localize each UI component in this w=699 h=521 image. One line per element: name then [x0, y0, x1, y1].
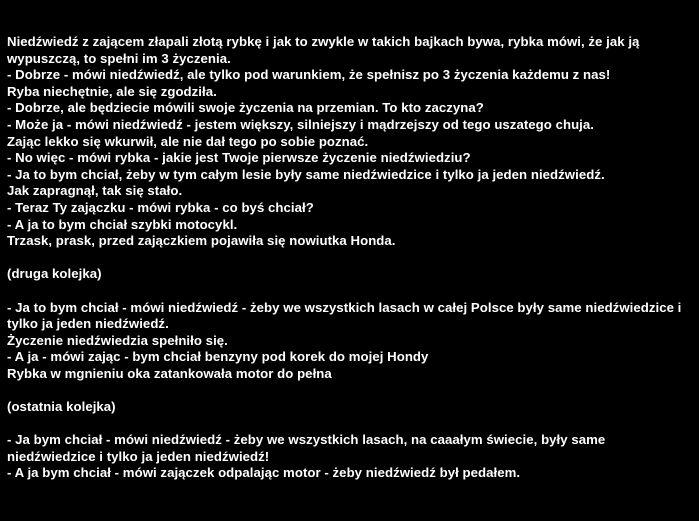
joke-line: - No więc - mówi rybka - jakie jest Twoje pierwsze życzenie niedźwiedziu?	[7, 150, 471, 166]
paragraph-spacer	[7, 416, 695, 433]
joke-line: - A ja to bym chciał szybki motocykl.	[7, 216, 238, 232]
paragraph-spacer	[7, 250, 695, 267]
joke-line: - Dobrze - mówi niedźwiedź, ale tylko pod warunkiem, że spełnisz po 3 życzenia każdemu z nas!	[7, 67, 611, 83]
joke-line: Ryba niechętnie, ale się zgodziła.	[7, 83, 217, 99]
joke-line: - Ja bym chciał - mówi niedźwiedź - żeby we wszystkich lasach, na caaałym świecie, były same niedźwiedzice i tylko ja jeden niedźwiedź!	[7, 432, 610, 464]
joke-line: - Ja to bym chciał - mówi niedźwiedź - żeby we wszystkich lasach w całej Polsce były same niedźwiedzice i tylko ja jeden niedźwiedź.	[7, 299, 686, 332]
joke-line: Życzenie niedźwiedzia spełniło się.	[7, 332, 228, 348]
joke-line: Rybka w mgnieniu oka zatankowała motor do pełna	[7, 365, 332, 381]
joke-line: Zając lekko się wkurwił, ale nie dał tego po sobie poznać.	[7, 133, 369, 149]
joke-line: - Dobrze, ale będziecie mówili swoje życzenia na przemian. To kto zaczyna?	[7, 100, 484, 116]
joke-body-text	[7, 34, 695, 482]
joke-line: Jak zapragnął, tak się stało.	[7, 183, 183, 199]
paragraph-spacer	[7, 382, 695, 399]
joke-line: Niedźwiedź z zającem złapali złotą rybkę i jak to zwykle w takich bajkach bywa, rybka mówi, że jak ją wypuszczą, to spełni im 3 życzenia.	[7, 34, 644, 66]
joke-line: - A ja bym chciał - mówi zajączek odpalając motor - żeby niedźwiedź był pedałem.	[7, 465, 521, 481]
joke-line: - Może ja - mówi niedźwiedź - jestem większy, silniejszy i mądrzejszy od tego uszatego chuja.	[7, 116, 594, 132]
joke-line: (ostatnia kolejka)	[7, 399, 116, 415]
joke-line: - Ja to bym chciał, żeby w tym całym lesie były same niedźwiedzice i tylko ja jeden niedźwiedź.	[7, 166, 605, 182]
joke-line: (druga kolejka)	[7, 266, 102, 282]
paragraph-spacer	[7, 283, 695, 300]
joke-line: - Teraz Ty zajączku - mówi rybka - co byś chciał?	[7, 199, 314, 215]
joke-line: Trzask, prask, przed zajączkiem pojawiła się nowiutka Honda.	[7, 233, 396, 249]
joke-line: - A ja - mówi zając - bym chciał benzyny pod korek do mojej Hondy	[7, 349, 429, 365]
